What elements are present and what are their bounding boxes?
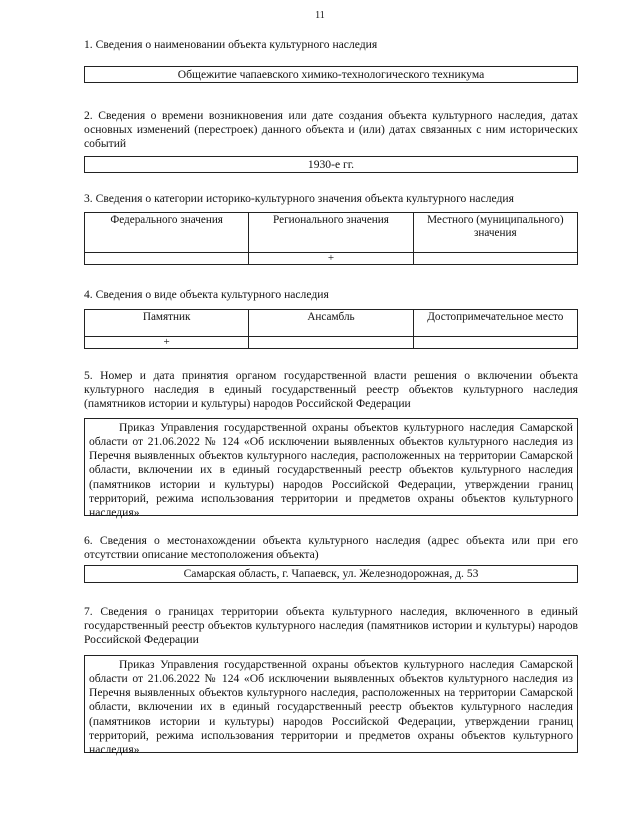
creation-date-box (84, 156, 578, 173)
type-col-site: Достопримечательное место (413, 310, 577, 337)
type-table (84, 309, 578, 349)
category-col-local: Местного (муниципального) значения (413, 213, 577, 253)
category-mark-federal (85, 253, 249, 265)
type-col-monument: Памятник (85, 310, 249, 337)
category-header-row (85, 213, 578, 253)
category-col-regional: Регионального значения (249, 213, 413, 253)
section-5-heading: 5. Номер и дата принятия органом государственной власти решения о включении объекта культурного наследия в единый государственный реестр объектов культурного наследия (памятников истории и культуры) народов Российской Федерации (84, 369, 578, 411)
section-7-heading: 7. Сведения о границах территории объекта культурного наследия, включенного в единый государственный реестр объектов культурного наследия (памятников истории и культуры) народов Российской Федерации (84, 605, 578, 647)
boundaries-box (84, 655, 578, 756)
type-mark-monument: + (85, 337, 249, 349)
category-table (84, 212, 578, 265)
section-2-heading: 2. Сведения о времени возникновения или дате создания объекта культурного наследия, датах основных изменений (перестроек) данного объекта и (или) датах связанных с ним исторических событий (84, 109, 578, 151)
address-value: Самарская область, г. Чапаевск, ул. Железнодорожная, д. 53 (183, 567, 479, 580)
category-mark-regional: + (249, 253, 413, 265)
address-box (84, 565, 578, 583)
object-name-box (84, 66, 578, 83)
category-col-federal: Федерального значения (85, 213, 249, 253)
type-marks-row (85, 337, 578, 349)
section-3-heading: 3. Сведения о категории историко-культурного значения объекта культурного наследия (84, 192, 514, 205)
category-marks-row (85, 253, 578, 265)
type-mark-site (413, 337, 577, 349)
section-6-heading: 6. Сведения о местонахождении объекта культурного наследия (адрес объекта или при его отсутствии описание местоположения объекта) (84, 534, 578, 562)
category-mark-local (413, 253, 577, 265)
type-col-ensemble: Ансамбль (249, 310, 413, 337)
type-header-row (85, 310, 578, 337)
boundaries-value: Приказ Управления государственной охраны объектов культурного наследия Самарской области от 21.06.2022 № 124 «Об исключении выявленных объектов культурного наследия из Перечня выявленных объектов культурного наследия, расположенных на территории Самарской области, включении их в единый государственный реестр объектов культурного наследия (памятников истории и культуры) народов Российской Федерации, утверждении границ территорий, режима использования территории и предметов охраны объектов культурного наследия» (89, 658, 573, 756)
registry-decision-value: Приказ Управления государственной охраны объектов культурного наследия Самарской области от 21.06.2022 № 124 «Об исключении выявленных объектов культурного наследия из Перечня выявленных объектов культурного наследия, расположенных на территории Самарской области, включении их в единый государственный реестр объектов культурного наследия (памятников истории и культуры) народов Российской Федерации, утверждении границ территорий, режима использования территории и предметов охраны объектов культурного наследия» (89, 421, 573, 519)
type-mark-ensemble (249, 337, 413, 349)
section-4-heading: 4. Сведения о виде объекта культурного наследия (84, 288, 329, 301)
creation-date-value: 1930-е гг. (307, 158, 355, 171)
object-name-value: Общежитие чапаевского химико-технологического техникума (177, 68, 485, 81)
registry-decision-box (84, 418, 578, 519)
section-1-heading: 1. Сведения о наименовании объекта культурного наследия (84, 38, 378, 51)
page-number: 11 (315, 10, 325, 21)
